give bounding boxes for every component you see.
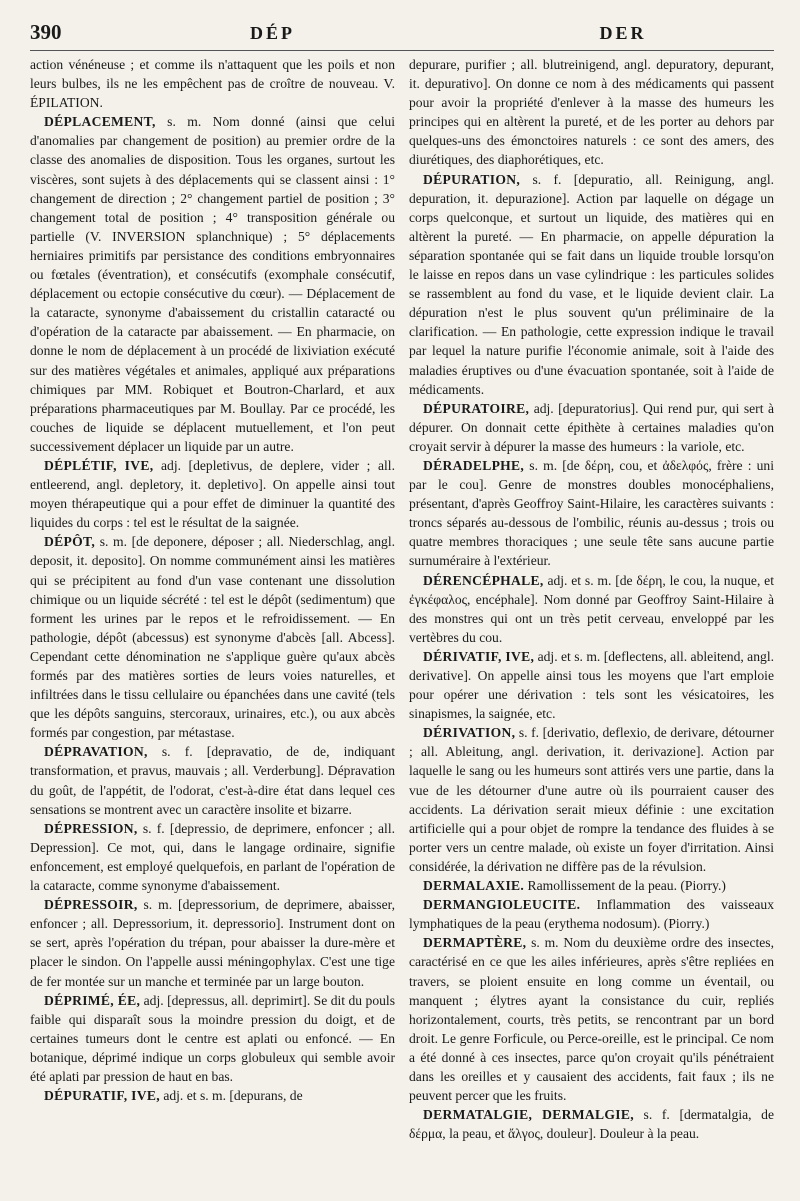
entry-definition: s. m. Nom du deuxième ordre des insectes, caractérisé en ce que les ailes inférieures, après s'être repliées en travers, se ploient ensuite en long comme un éventail, ou manquent ; élytres ayant la consistance du cuir, repliés horizontalement, courts, très petits, se rencontrant par un bord droit. Le genre Forficule, ou Perce-oreille, est le principal. Ce nom a été donné à ces insectes, parce qu'on croyait qu'ils pénétraient dans les oreilles et y causaient des accidents, fait faux ; ils ne peuvent percer que les fruits.: [409, 935, 774, 1104]
entry-definition: Inflammation des vaisseaux lymphatiques de la peau (erythema nodosum). (Piorry.): [409, 897, 774, 932]
entry-definition: adj. et s. m. [deflectens, all. ableitend, angl. derivative]. On appelle ainsi tous les moyens que l'art emploie pour opérer une dérivation : tels sont les vésicatoires, les sinapismes, la saignée, etc.: [409, 648, 774, 722]
entry-headword: DÉPRIMÉ, ÉE,: [44, 992, 141, 1008]
entry-definition: s. f. [dermatalgia, de δέρμα, la peau, et ἄλγος, douleur]. Douleur à la peau.: [409, 1107, 774, 1142]
dictionary-entry: [409, 55, 774, 170]
entry-headword: DÉPLACEMENT,: [44, 114, 156, 130]
dictionary-entry: [30, 819, 395, 895]
entry-headword: DÉRIVATIF, IVE,: [423, 648, 535, 664]
dictionary-entry: [30, 532, 395, 742]
left-column: [30, 55, 395, 1195]
entry-definition: s. m. [de deponere, déposer ; all. Niederschlag, angl. deposit, it. deposito]. On nomme communément ainsi les matières qui se précipitent au fond d'un vase contenant une dissolution chimique ou un liquide sécrété : tel est le dépôt (sedimentum) que forment les urines par le repos et le refroidissement. — En pathologie, dépôt (abcessus) est synonyme d'abcès [all. Abcess]. Cependant cette dénomination ne s'applique guère qu'aux abcès formés par des matières sorties de leurs voies naturelles, et infiltrées dans le tissu cellulaire ou épanchées dans une cavité (tels que les dépôts sanguins, stercoraux, urinaires, etc.), ou aux abcès formés par congestion, par métastase.: [30, 534, 396, 741]
entry-definition: s. f. [depressio, de deprimere, enfoncer ; all. Depression]. Ce mot, qui, dans le langage ordinaire, signifie enfoncement, est employé quelquefois, en parlant de l'opération de la cataracte, comme synonyme d'abaissement.: [30, 820, 395, 894]
dictionary-entry: [409, 571, 774, 647]
entry-headword: DÉPÔT,: [44, 534, 96, 550]
entry-headword: DÉPRESSOIR,: [44, 897, 138, 913]
entry-definition: adj. [depletivus, de deplere, vider ; all. entleerend, angl. depletory, it. depletivo]. On appelle ainsi tout moyen thérapeutique qui a pour effet de diminuer la quantité des liquides du corps : tel est le résultat de la saignée.: [30, 457, 395, 531]
dictionary-entry: [409, 456, 774, 571]
entry-headword: DÉPRAVATION,: [44, 744, 148, 760]
dictionary-entry: [409, 723, 774, 876]
running-head-left: DÉP: [250, 23, 295, 43]
entry-definition: s. f. [depravatio, de de, indiquant transformation, et pravus, mauvais ; all. Verderbung]. Dépravation du goût, de l'appétit, de l'odorat, c'est-à-dire état dans lequel ces sensations se montrent avec un caractère insolite et bizarre.: [30, 744, 395, 817]
entry-definition: adj. et s. m. [de δέρη, le cou, la nuque, et ἐγκέφαλος, encéphale]. Nom donné par Geoffroy Saint-Hilaire à des monstres qui ont un très petit cerveau, enveloppé par les vertèbres du cou.: [409, 572, 774, 645]
dictionary-entry: [409, 170, 774, 399]
entry-headword: DERMANGIOLEUCITE.: [423, 897, 581, 913]
dictionary-entry: [30, 112, 395, 456]
dictionary-entry: [409, 933, 774, 1105]
running-head-right: DER: [599, 23, 647, 43]
dictionary-entry: [30, 55, 395, 112]
entry-definition: action vénéneuse ; et comme ils n'attaquent que les poils et non leurs bulbes, ils ne les empêchent pas de croître de nouveau. V. ÉPILATION.: [30, 57, 395, 111]
entry-headword: DERMAPTÈRE,: [423, 935, 527, 951]
entry-definition: Ramollissement de la peau. (Piorry.): [527, 878, 726, 894]
dictionary-entry: [30, 1086, 395, 1105]
text-columns: [30, 55, 774, 1195]
dictionary-entry: [30, 456, 395, 532]
entry-headword: DÉRADELPHE,: [423, 457, 525, 473]
entry-headword: DÉPURATIF, IVE,: [44, 1088, 160, 1104]
entry-headword: DÉPLÉTIF, IVE,: [44, 457, 154, 473]
entry-headword: DÉRIVATION,: [423, 725, 516, 741]
entry-definition: depurare, purifier ; all. blutreinigend, angl. depuratory, depurant, it. depurativo]. On donne ce nom à des médicaments qui passent pour avoir la propriété d'enlever à la masse des humeurs les principes qui en altèrent la pureté, et de les porter au dehors par quelques-uns des émonctoires naturels : ce sont des amers, des diurétiques, des diaphorétiques, etc.: [409, 57, 774, 168]
entry-headword: DERMALAXIE.: [423, 878, 525, 894]
entry-definition: s. m. [depressorium, de deprimere, abaisser, enfoncer ; all. Depressorium, it. depressorio]. Instrument dont on se sert, après l'opération du trépan, pour abaisser la dure-mère et placer le sindon. On l'appelle aussi méningophylax. C'est une tige de fer montée sur un manche et terminée par un large bouton.: [30, 897, 395, 989]
running-header: [30, 20, 774, 51]
entry-definition: s. f. [depuratio, all. Reinigung, angl. depuration, it. depurazione]. Action par laquelle on dégage un corps quelconque, et surtout un liquide, des matières qui en altèrent la pureté. — En pharmacie, on appelle dépuration la séparation spontanée qui se fait dans un liquide trouble lorsqu'on le laisse en repos dans un vase cylindrique : les particules solides se rassemblent au fond du vase, et le liquide devient clair. La dépuration n'est le plus souvent qu'un préliminaire de la clarification. — En pathologie, cette expression indique le travail par lequel la nature purifie l'économie animale, soit à l'aide des maladies éruptives ou d'une évacuation spontanée, soit à l'aide de médicaments.: [409, 171, 774, 397]
entry-definition: s. f. [derivatio, deflexio, de derivare, détourner ; all. Ableitung, angl. derivation, it. derivazione]. Action par laquelle le sang ou les humeurs sont attirés vers une partie, dans la vue de les détourner d'une autre où ils pourraient causer des accidents. La dérivation serait mieux définie : une excitation artificielle qui a pour objet de rompre la tendance des fluides à se porter vers un centre malade, où existe un foyer d'irritation. Ainsi considérée, la dérivation ne diffère pas de la révulsion.: [409, 725, 774, 874]
right-column: [409, 55, 774, 1195]
entry-definition: adj. [depuratorius]. Qui rend pur, qui sert à dépurer. On donnait cette épithète à certaines maladies qu'on croyait servir à dépurer la masse des humeurs : la variole, etc.: [409, 400, 774, 454]
entry-definition: adj. [depressus, all. deprimirt]. Se dit du pouls faible qui disparaît sous la moindre pression du doigt, et de certaines tumeurs dont le centre est aplati ou enfoncé. — En botanique, déprimé indique un corps globuleux qui semble avoir été aplati par pression de haut en bas.: [30, 992, 395, 1084]
entry-definition: s. m. [de δέρη, cou, et ἀδελφός, frère : uni par le cou]. Genre de monstres doubles monocéphaliens, présentant, d'après Geoffroy Saint-Hilaire, les caractères suivants : troncs séparés au-dessous de l'ombilic, réunis au-dessus ; trois ou quatre membres thoraciques ; une seule tête sans aucune partie surnuméraire à l'extérieur.: [409, 457, 774, 569]
entry-definition: adj. et s. m. [depurans, de: [163, 1088, 303, 1104]
dictionary-entry: [409, 647, 774, 723]
dictionary-entry: [409, 1105, 774, 1143]
dictionary-entry: [409, 399, 774, 456]
page-number: 390: [30, 20, 62, 44]
dictionary-entry: [30, 895, 395, 990]
entry-headword: DÉPURATOIRE,: [423, 400, 530, 416]
dictionary-entry: [409, 895, 774, 933]
entry-headword: DÉPRESSION,: [44, 820, 138, 836]
dictionary-entry: [30, 991, 395, 1086]
entry-headword: DERMATALGIE, DERMALGIE,: [423, 1107, 634, 1123]
dictionary-entry: [30, 742, 395, 818]
entry-headword: DÉRENCÉPHALE,: [423, 572, 544, 588]
entry-definition: s. m. Nom donné (ainsi que celui d'anomalies par changement de position) au premier ordre de la classe des anomalies de disposition. Tous les organes, surtout les viscères, sont sujets à des déplacements qui se classent ainsi : 1° changement de direction ; 2° changement partiel de position ; 3° changement total de position ; 4° transposition générale ou partielle (V. INVERSION splanchnique) ; 5° déplacements herniaires primitifs par persistance des conditions embryonnaires ou fœtales (éventration), et consécutifs (exomphale consécutif, déplacement ou ectopie consécutive du cœur). — Déplacement de la cataracte, synonyme d'abaissement du cristallin cataracté ou d'opération de la cataracte par abaissement. — En pharmacie, on donne le nom de déplacement à un procédé de lixiviation exécuté sur des matières végétales et animales, appliqué aux préparations chimiques par MM. Robiquet et Boutron-Charlard, et aux préparations pharmaceutiques par M. Boullay. Par ce procédé, les couches de liquide se déplacent mutuellement, et l'on peut successivement déplacer un liquide par un autre.: [30, 114, 395, 454]
entry-headword: DÉPURATION,: [423, 171, 521, 187]
dictionary-entry: [409, 876, 774, 895]
